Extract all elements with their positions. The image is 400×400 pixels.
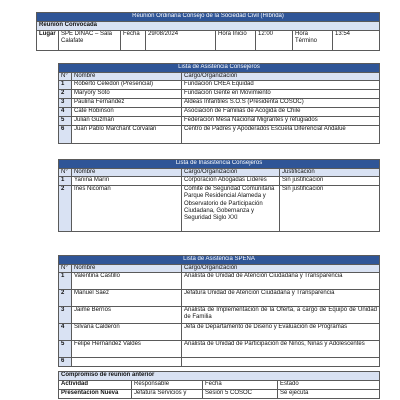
- table-row: [59, 307, 380, 324]
- spena-title: Lista de Asistencia SPENA: [59, 256, 380, 265]
- row-num: 2: [59, 290, 72, 307]
- table-row: [59, 108, 380, 117]
- table-row: [59, 126, 380, 144]
- row-num: 3: [59, 307, 72, 324]
- col-num-header: N°: [59, 265, 72, 273]
- hora-termino-label: Hora Término: [293, 31, 333, 51]
- row-cargo: Jefatura Unidad de Atención Ciudadana y Transparencia: [182, 290, 380, 307]
- col-justificacion-header: Justificación: [280, 169, 380, 177]
- row-nombre: Ines Nicoman: [72, 186, 182, 232]
- row-nombre: Jaime Berríos: [72, 307, 182, 324]
- table-row: [59, 177, 380, 186]
- asistencia-spena-table: [58, 255, 380, 367]
- row-cargo: Analista de Unidad de Participación de Niños, Niñas y Adolescentes: [182, 341, 380, 358]
- col-estado-header: Estado: [278, 381, 380, 390]
- row-num: 2: [59, 186, 72, 232]
- row-cargo: Analista de Implementación de la Oferta, a cargo de Equipo de Unidad de Familia: [182, 307, 380, 324]
- meeting-header-table: [36, 12, 380, 51]
- row-num: 1: [59, 177, 72, 186]
- row-num: 1: [59, 81, 72, 90]
- col-nombre-header: Nombre: [72, 169, 182, 177]
- row-num: 4: [59, 108, 72, 117]
- row-cargo: Fundación CREA Equidad: [182, 81, 380, 90]
- inasistencia-consejeros-table: [58, 159, 380, 232]
- table-row: [59, 290, 380, 307]
- row-nombre: Yanina Marín: [72, 177, 182, 186]
- row-cargo: Jefa de Departamento de Diseño y Evaluación de Programas: [182, 324, 380, 341]
- inasistencia-title: Lista de Inasistencia Consejeros: [59, 160, 380, 169]
- col-nombre-header: Nombre: [72, 73, 182, 81]
- table-row: [59, 358, 380, 367]
- meeting-title: Reunión Ordinaria Consejo de la Sociedad Civil (Híbrida): [37, 13, 380, 22]
- col-cargo-header: Cargo/Organización: [182, 265, 380, 273]
- col-cargo-header: Cargo/Organización: [182, 73, 380, 81]
- row-num: 1: [59, 273, 72, 290]
- row-nombre: Paulina Fernandez: [72, 99, 182, 108]
- col-responsable-header: Responsable: [132, 381, 203, 390]
- meeting-convocada-label: Reunión Convocada: [37, 22, 380, 31]
- row-nombre: Roberto Celedon (Presencial): [72, 81, 182, 90]
- row-justificacion: Sin justificación: [280, 177, 380, 186]
- table-row: [59, 81, 380, 90]
- table-row: [59, 273, 380, 290]
- hora-inicio-value: 12:00: [256, 31, 293, 51]
- table-row: [59, 324, 380, 341]
- row-num: 5: [59, 117, 72, 126]
- col-fecha-header: Fecha: [203, 381, 278, 390]
- row-nombre: Silvana Calderón: [72, 324, 182, 341]
- row-actividad: Presentación Nueva: [59, 390, 132, 399]
- fecha-label: Fecha: [121, 31, 146, 51]
- row-cargo: Federación Mesa Nacional Migrantes y refugiados: [182, 117, 380, 126]
- table-row: [59, 341, 380, 358]
- row-nombre: Felipe Hernández Valdés: [72, 341, 182, 358]
- row-nombre: Maryory Soto: [72, 90, 182, 99]
- compromisos-title: Compromiso de reunión anterior: [59, 372, 380, 381]
- hora-termino-value: 13:54: [333, 31, 380, 51]
- row-num: 2: [59, 90, 72, 99]
- row-nombre: [72, 358, 182, 367]
- col-cargo-header: Cargo/Organización: [182, 169, 280, 177]
- row-cargo: [182, 358, 380, 367]
- table-row: [59, 99, 380, 108]
- row-cargo: Fundación Gente en Movimiento: [182, 90, 380, 99]
- hora-inicio-label: Hora Inicio: [216, 31, 256, 51]
- row-nombre: Valentina Castillo: [72, 273, 182, 290]
- row-cargo: Comité de Seguridad Comunitaria Parque Residencial Alameda y Observatorio de Participación Ciudadana, Gobernanza y Seguridad Siglo XXI: [182, 186, 280, 232]
- row-cargo: Aldeas Infantiles S.O.S (Presidenta COSOC): [182, 99, 380, 108]
- row-cargo: Centro de Padres y Apoderados Escuela Diferencial Andalué: [182, 126, 380, 144]
- row-cargo: Analista de Unidad de Atención Ciudadana y Transparencia: [182, 273, 380, 290]
- row-nombre: Julián Guzmán: [72, 117, 182, 126]
- lugar-value: SPE DINAC – Sala Calafate: [59, 31, 121, 51]
- col-nombre-header: Nombre: [72, 265, 182, 273]
- table-row: [59, 117, 380, 126]
- row-num: 3: [59, 99, 72, 108]
- table-row: [59, 186, 380, 232]
- asistencia-consejeros-table: [58, 63, 380, 144]
- row-cargo: Corporación Abogadas Líderes: [182, 177, 280, 186]
- compromisos-table: [58, 371, 380, 399]
- row-nombre: Juan Pablo Marchant Corvalán: [72, 126, 182, 144]
- row-responsable: Jefatura Servicios y: [132, 390, 203, 399]
- table-row: [59, 390, 380, 399]
- col-num-header: N°: [59, 169, 72, 177]
- table-row: [59, 90, 380, 99]
- row-fecha: Sesión 5 COSOC: [203, 390, 278, 399]
- asistencia-title: Lista de Asistencia Consejeros: [59, 64, 380, 73]
- col-actividad-header: Actividad: [59, 381, 132, 390]
- row-num: 4: [59, 324, 72, 341]
- row-estado: Se ejecuta: [278, 390, 380, 399]
- row-nombre: Manuel Sáez: [72, 290, 182, 307]
- fecha-value: 29/08/2024: [146, 31, 216, 51]
- row-num: 5: [59, 341, 72, 358]
- col-num-header: N°: [59, 73, 72, 81]
- row-cargo: Asociación de Familias de Acogida de Chile: [182, 108, 380, 117]
- row-num: 6: [59, 358, 72, 367]
- row-num: 6: [59, 126, 72, 144]
- row-justificacion: Sin justificación: [280, 186, 380, 232]
- lugar-label: Lugar: [37, 31, 59, 51]
- row-nombre: Cate Robinson: [72, 108, 182, 117]
